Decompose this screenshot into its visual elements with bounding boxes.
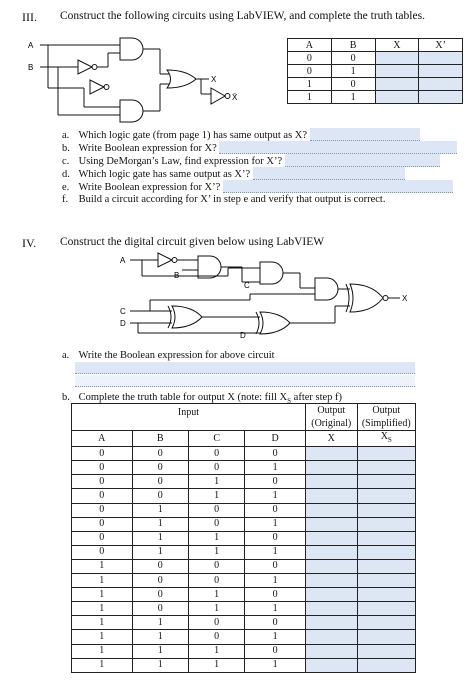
- xs-input-cell[interactable]: [357, 489, 415, 503]
- answer-field-3d[interactable]: [253, 167, 405, 180]
- input-cell: 1: [188, 531, 244, 545]
- input-cell: 1: [245, 489, 306, 503]
- input-cell: 0: [132, 588, 188, 602]
- table-row: [72, 559, 416, 573]
- table-row: [72, 503, 416, 517]
- xs-input-cell[interactable]: [357, 644, 415, 658]
- input-cell: 0: [72, 447, 133, 461]
- input-d-label: D: [120, 319, 126, 328]
- x-prime-input-cell[interactable]: [419, 52, 463, 65]
- input-cell: 1: [72, 574, 133, 588]
- x-input-cell[interactable]: [305, 545, 357, 559]
- column-b: B: [132, 431, 188, 447]
- input-cell: 0: [132, 559, 188, 573]
- output-x-label: X: [402, 294, 408, 303]
- table-row: [72, 630, 416, 644]
- section-4-title: Construct the digital circuit given below using LabVIEW: [60, 236, 325, 248]
- output-x-label: X: [211, 75, 217, 84]
- input-a-label: A: [120, 256, 126, 265]
- input-cell: 0: [132, 461, 188, 475]
- input-cell: 0: [188, 461, 244, 475]
- input-cell: 0: [72, 461, 133, 475]
- input-cell: 1: [245, 630, 306, 644]
- truth-table-2: Input Output Output (Original) (Simplified) A B C D X $X_S$ 0 0 0 0 0 0 0 1 0 0 1 0 0 0 1 1 0 1 0 0 0 1 0 1 0 1 1 0 0 1 1 1 1 0 0 0 1 0 0 1 1 0 1 0 1 0 1 1 1 1 0 0 1 1 0 1 1 1 1 0 1 1 1 1: [71, 403, 416, 673]
- input-b-label: B: [28, 63, 34, 72]
- table-row: [72, 644, 416, 658]
- xs-input-cell[interactable]: [357, 602, 415, 616]
- input-a-label: A: [28, 41, 34, 50]
- table-row: 1 0: [288, 78, 463, 91]
- input-cell: 0: [132, 574, 188, 588]
- x-input-cell[interactable]: [305, 602, 357, 616]
- input-cell: 0: [132, 447, 188, 461]
- header-x-prime: X’: [419, 39, 463, 52]
- table-row: [72, 616, 416, 630]
- input-cell: 0: [132, 489, 188, 503]
- input-cell: 0: [132, 475, 188, 489]
- input-cell: 1: [72, 616, 133, 630]
- question-3f: f. Build a circuit according for X’ in step e and verify that output is correct.: [62, 194, 386, 205]
- input-cell: 0: [245, 531, 306, 545]
- question-3c: c. Using DeMorgan’s Law, find expression for X’?: [62, 154, 440, 168]
- xs-input-cell[interactable]: [357, 517, 415, 531]
- input-cell: 0: [245, 447, 306, 461]
- input-b-label: B: [174, 271, 180, 280]
- question-4a: a. Write the Boolean expression for above circuit: [62, 350, 275, 361]
- input-cell: 1: [245, 545, 306, 559]
- input-cell: 1: [72, 559, 133, 573]
- input-cell: 1: [72, 644, 133, 658]
- x-input-cell[interactable]: [305, 447, 357, 461]
- input-c-label-upper: C: [244, 281, 250, 290]
- x-prime-input-cell[interactable]: [419, 78, 463, 91]
- input-cell: 1: [245, 602, 306, 616]
- input-cell: 0: [245, 644, 306, 658]
- input-cell: 0: [72, 503, 133, 517]
- input-cell: 1: [132, 616, 188, 630]
- x-input-cell[interactable]: [305, 574, 357, 588]
- input-cell: 0: [188, 503, 244, 517]
- xs-input-cell[interactable]: [357, 658, 415, 672]
- table-row: 1 1: [288, 91, 463, 104]
- truth-table-1: [287, 38, 463, 104]
- input-cell: 0: [245, 588, 306, 602]
- header-b: B: [331, 39, 375, 52]
- table-row: [72, 658, 416, 672]
- input-cell: 1: [132, 545, 188, 559]
- xs-input-cell[interactable]: [357, 545, 415, 559]
- xs-input-cell[interactable]: [357, 559, 415, 573]
- column-c: C: [188, 431, 244, 447]
- header-a: A: [288, 39, 332, 52]
- input-cell: 1: [245, 461, 306, 475]
- input-cell: 0: [72, 545, 133, 559]
- section-3-title: Construct the following circuits using LabVIEW, and complete the truth tables.: [60, 10, 425, 22]
- question-3d: d. Which logic gate has same output as X’?: [62, 167, 405, 181]
- x-input-cell[interactable]: [375, 65, 419, 78]
- x-input-cell[interactable]: [305, 461, 357, 475]
- x-input-cell[interactable]: [305, 588, 357, 602]
- table-row: [72, 461, 416, 475]
- input-cell: 1: [132, 658, 188, 672]
- section-3-number: III.: [22, 10, 37, 24]
- table-row: [72, 517, 416, 531]
- x-input-cell[interactable]: [375, 91, 419, 104]
- question-3e: e. Write Boolean expression for X’?: [62, 180, 453, 194]
- xs-input-cell[interactable]: [357, 475, 415, 489]
- xs-input-cell[interactable]: [357, 447, 415, 461]
- input-cell: 1: [188, 588, 244, 602]
- input-header: Input: [72, 404, 306, 431]
- x-input-cell[interactable]: [305, 503, 357, 517]
- input-cell: 0: [188, 447, 244, 461]
- table-row: [72, 475, 416, 489]
- x-prime-input-cell[interactable]: [419, 65, 463, 78]
- input-cell: 1: [188, 545, 244, 559]
- table-row: [72, 489, 416, 503]
- question-3a: a. Which logic gate (from page 1) has same output as X?: [62, 128, 420, 142]
- answer-field-3a[interactable]: [310, 128, 420, 141]
- input-cell: 0: [132, 602, 188, 616]
- section-4-number: IV.: [22, 236, 37, 250]
- x-prime-input-cell[interactable]: [419, 91, 463, 104]
- table-row: [72, 588, 416, 602]
- input-cell: 0: [72, 489, 133, 503]
- x-input-cell[interactable]: [305, 616, 357, 630]
- input-cell: 1: [188, 644, 244, 658]
- input-d-label-lower: D: [240, 331, 246, 340]
- table-row: [72, 447, 416, 461]
- xs-input-cell[interactable]: [357, 531, 415, 545]
- xs-input-cell[interactable]: [357, 588, 415, 602]
- input-c-label: C: [120, 307, 126, 316]
- xs-input-cell[interactable]: [357, 503, 415, 517]
- input-cell: 0: [188, 630, 244, 644]
- circuit-diagram-2: [110, 248, 420, 340]
- input-cell: 0: [72, 475, 133, 489]
- question-4b: b. Complete the truth table for output X (note: fill $X_S$ after step f): [62, 392, 343, 406]
- column-a: A: [72, 431, 133, 447]
- table-row: 0 0: [288, 52, 463, 65]
- input-cell: 1: [132, 630, 188, 644]
- answer-field-3b[interactable]: [219, 141, 457, 154]
- x-input-cell[interactable]: [305, 489, 357, 503]
- xs-input-cell[interactable]: [357, 461, 415, 475]
- input-cell: 0: [72, 517, 133, 531]
- x-input-cell[interactable]: [375, 52, 419, 65]
- answer-field-4a-line-2[interactable]: [75, 375, 415, 387]
- x-input-cell[interactable]: [305, 658, 357, 672]
- x-input-cell[interactable]: [305, 531, 357, 545]
- circuit-diagram-1: [28, 30, 273, 125]
- column-x: X: [305, 431, 357, 447]
- input-cell: 1: [188, 475, 244, 489]
- input-cell: 1: [245, 658, 306, 672]
- header-x: X: [375, 39, 419, 52]
- input-cell: 1: [72, 630, 133, 644]
- input-cell: 0: [188, 616, 244, 630]
- table-row: [72, 602, 416, 616]
- input-cell: 0: [188, 559, 244, 573]
- input-cell: 1: [188, 489, 244, 503]
- xs-input-cell[interactable]: [357, 616, 415, 630]
- input-cell: 1: [132, 517, 188, 531]
- question-3b: b. Write Boolean expression for X?: [62, 141, 457, 155]
- x-input-cell[interactable]: [305, 559, 357, 573]
- input-cell: 0: [245, 559, 306, 573]
- input-cell: 1: [72, 588, 133, 602]
- column-d: D: [245, 431, 306, 447]
- answer-field-3c[interactable]: [285, 154, 440, 167]
- input-cell: 1: [245, 574, 306, 588]
- x-input-cell[interactable]: [375, 78, 419, 91]
- input-cell: 1: [132, 503, 188, 517]
- output-xbar-label: X̄: [232, 93, 238, 102]
- table-row: [72, 574, 416, 588]
- input-cell: 1: [132, 531, 188, 545]
- column-xs: $X_S$: [357, 431, 415, 447]
- x-input-cell[interactable]: [305, 644, 357, 658]
- input-cell: 0: [245, 503, 306, 517]
- x-input-cell[interactable]: [305, 630, 357, 644]
- input-cell: 0: [245, 616, 306, 630]
- input-cell: 0: [72, 531, 133, 545]
- x-input-cell[interactable]: [305, 475, 357, 489]
- x-input-cell[interactable]: [305, 517, 357, 531]
- input-cell: 1: [188, 602, 244, 616]
- input-cell: 0: [245, 475, 306, 489]
- input-cell: 1: [72, 658, 133, 672]
- answer-field-3e[interactable]: [223, 180, 453, 193]
- xs-input-cell[interactable]: [357, 574, 415, 588]
- input-cell: 1: [72, 602, 133, 616]
- xs-input-cell[interactable]: [357, 630, 415, 644]
- input-cell: 0: [188, 517, 244, 531]
- input-cell: 0: [188, 574, 244, 588]
- table-row: [72, 531, 416, 545]
- table-row: 0 1: [288, 65, 463, 78]
- input-cell: 1: [132, 644, 188, 658]
- answer-field-4a[interactable]: [75, 362, 415, 374]
- input-cell: 1: [245, 517, 306, 531]
- input-cell: 1: [188, 658, 244, 672]
- table-row: [72, 545, 416, 559]
